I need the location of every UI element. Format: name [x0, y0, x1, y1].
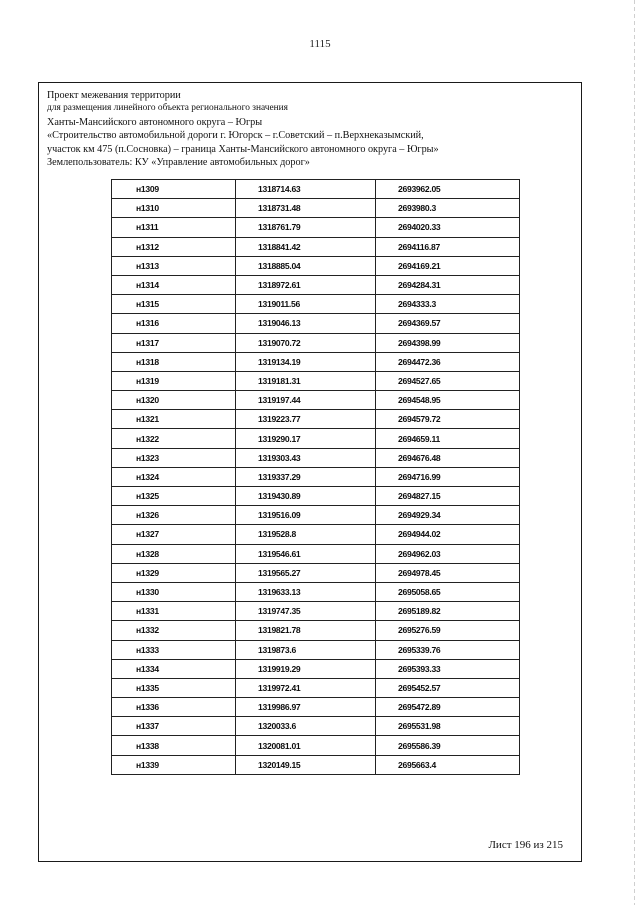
x-coordinate-cell: 1318841.42 — [236, 237, 376, 256]
y-coordinate-cell: 2694527.65 — [376, 371, 520, 390]
point-id-cell: н1336 — [112, 698, 236, 717]
point-id-cell: н1314 — [112, 275, 236, 294]
y-coordinate-cell: 2693980.3 — [376, 199, 520, 218]
y-coordinate-cell: 2695339.76 — [376, 640, 520, 659]
coordinates-table-body — [112, 180, 520, 775]
table-row — [112, 429, 520, 448]
x-coordinate-cell: 1320149.15 — [236, 755, 376, 774]
x-coordinate-cell: 1319337.29 — [236, 467, 376, 486]
x-coordinate-cell: 1319303.43 — [236, 448, 376, 467]
table-row — [112, 678, 520, 697]
y-coordinate-cell: 2694116.87 — [376, 237, 520, 256]
x-coordinate-cell: 1318885.04 — [236, 256, 376, 275]
point-id-cell: н1327 — [112, 525, 236, 544]
y-coordinate-cell: 2694978.45 — [376, 563, 520, 582]
point-id-cell: н1329 — [112, 563, 236, 582]
table-row — [112, 659, 520, 678]
table-row — [112, 199, 520, 218]
x-coordinate-cell: 1319197.44 — [236, 391, 376, 410]
point-id-cell: н1337 — [112, 717, 236, 736]
y-coordinate-cell: 2695058.65 — [376, 582, 520, 601]
table-row — [112, 180, 520, 199]
point-id-cell: н1322 — [112, 429, 236, 448]
table-row — [112, 237, 520, 256]
table-row — [112, 218, 520, 237]
point-id-cell: н1331 — [112, 602, 236, 621]
sheet-number-label: Лист 196 из 215 — [488, 839, 563, 851]
table-row — [112, 640, 520, 659]
y-coordinate-cell: 2694169.21 — [376, 256, 520, 275]
point-id-cell: н1339 — [112, 755, 236, 774]
y-coordinate-cell: 2694472.36 — [376, 352, 520, 371]
table-row — [112, 410, 520, 429]
header-line-purpose: для размещения линейного объекта регионального значения — [47, 103, 288, 114]
x-coordinate-cell: 1319972.41 — [236, 678, 376, 697]
table-row — [112, 371, 520, 390]
table-row — [112, 602, 520, 621]
point-id-cell: н1333 — [112, 640, 236, 659]
point-id-cell: н1332 — [112, 621, 236, 640]
table-row — [112, 314, 520, 333]
x-coordinate-cell: 1319011.56 — [236, 295, 376, 314]
y-coordinate-cell: 2694676.48 — [376, 448, 520, 467]
table-row — [112, 352, 520, 371]
x-coordinate-cell: 1318761.79 — [236, 218, 376, 237]
point-id-cell: н1324 — [112, 467, 236, 486]
document-header — [47, 89, 577, 169]
table-row — [112, 582, 520, 601]
point-id-cell: н1317 — [112, 333, 236, 352]
table-row — [112, 391, 520, 410]
y-coordinate-cell: 2695452.57 — [376, 678, 520, 697]
table-row — [112, 333, 520, 352]
y-coordinate-cell: 2694827.15 — [376, 487, 520, 506]
y-coordinate-cell: 2694020.33 — [376, 218, 520, 237]
x-coordinate-cell: 1319046.13 — [236, 314, 376, 333]
point-id-cell: н1338 — [112, 736, 236, 755]
y-coordinate-cell: 2695586.39 — [376, 736, 520, 755]
point-id-cell: н1325 — [112, 487, 236, 506]
y-coordinate-cell: 2695276.59 — [376, 621, 520, 640]
table-row — [112, 525, 520, 544]
y-coordinate-cell: 2694579.72 — [376, 410, 520, 429]
header-line-road-section: участок км 475 (п.Сосновка) – граница Ханты-Мансийского автономного округа – Югры» — [47, 143, 439, 155]
point-id-cell: н1330 — [112, 582, 236, 601]
x-coordinate-cell: 1318731.48 — [236, 199, 376, 218]
point-id-cell: н1326 — [112, 506, 236, 525]
x-coordinate-cell: 1319070.72 — [236, 333, 376, 352]
header-line-region: Ханты-Мансийского автономного округа – Югры — [47, 116, 263, 128]
point-id-cell: н1311 — [112, 218, 236, 237]
x-coordinate-cell: 1319919.29 — [236, 659, 376, 678]
table-row — [112, 621, 520, 640]
y-coordinate-cell: 2694944.02 — [376, 525, 520, 544]
x-coordinate-cell: 1319181.31 — [236, 371, 376, 390]
y-coordinate-cell: 2695472.89 — [376, 698, 520, 717]
table-row — [112, 563, 520, 582]
point-id-cell: н1312 — [112, 237, 236, 256]
table-row — [112, 698, 520, 717]
y-coordinate-cell: 2695189.82 — [376, 602, 520, 621]
y-coordinate-cell: 2694548.95 — [376, 391, 520, 410]
point-id-cell: н1319 — [112, 371, 236, 390]
point-id-cell: н1321 — [112, 410, 236, 429]
x-coordinate-cell: 1319873.6 — [236, 640, 376, 659]
table-row — [112, 448, 520, 467]
x-coordinate-cell: 1319633.13 — [236, 582, 376, 601]
table-row — [112, 544, 520, 563]
table-row — [112, 736, 520, 755]
header-line-road-title: «Строительство автомобильной дороги г. Югорск – г.Советский – п.Верхнеказымский, — [47, 130, 424, 142]
x-coordinate-cell: 1319223.77 — [236, 410, 376, 429]
x-coordinate-cell: 1319528.8 — [236, 525, 376, 544]
x-coordinate-cell: 1318972.61 — [236, 275, 376, 294]
point-id-cell: н1323 — [112, 448, 236, 467]
table-row — [112, 755, 520, 774]
table-row — [112, 295, 520, 314]
point-id-cell: н1320 — [112, 391, 236, 410]
x-coordinate-cell: 1319290.17 — [236, 429, 376, 448]
y-coordinate-cell: 2694962.03 — [376, 544, 520, 563]
y-coordinate-cell: 2694333.3 — [376, 295, 520, 314]
x-coordinate-cell: 1319134.19 — [236, 352, 376, 371]
point-id-cell: н1334 — [112, 659, 236, 678]
table-row — [112, 487, 520, 506]
y-coordinate-cell: 2694398.99 — [376, 333, 520, 352]
x-coordinate-cell: 1319565.27 — [236, 563, 376, 582]
x-coordinate-cell: 1320033.6 — [236, 717, 376, 736]
y-coordinate-cell: 2693962.05 — [376, 180, 520, 199]
x-coordinate-cell: 1319747.35 — [236, 602, 376, 621]
y-coordinate-cell: 2694284.31 — [376, 275, 520, 294]
point-id-cell: н1316 — [112, 314, 236, 333]
y-coordinate-cell: 2695531.98 — [376, 717, 520, 736]
x-coordinate-cell: 1319986.97 — [236, 698, 376, 717]
point-id-cell: н1315 — [112, 295, 236, 314]
x-coordinate-cell: 1319516.09 — [236, 506, 376, 525]
point-id-cell: н1328 — [112, 544, 236, 563]
scan-edge-rule — [634, 0, 635, 905]
x-coordinate-cell: 1319430.89 — [236, 487, 376, 506]
x-coordinate-cell: 1320081.01 — [236, 736, 376, 755]
table-row — [112, 467, 520, 486]
point-id-cell: н1318 — [112, 352, 236, 371]
x-coordinate-cell: 1319546.61 — [236, 544, 376, 563]
point-id-cell: н1335 — [112, 678, 236, 697]
y-coordinate-cell: 2694716.99 — [376, 467, 520, 486]
y-coordinate-cell: 2695393.33 — [376, 659, 520, 678]
table-row — [112, 717, 520, 736]
header-line-project: Проект межевания территории — [47, 90, 181, 101]
point-id-cell: н1310 — [112, 199, 236, 218]
document-frame — [38, 82, 582, 862]
y-coordinate-cell: 2694369.57 — [376, 314, 520, 333]
y-coordinate-cell: 2694659.11 — [376, 429, 520, 448]
table-row — [112, 275, 520, 294]
point-id-cell: н1309 — [112, 180, 236, 199]
coordinates-table — [111, 179, 520, 775]
x-coordinate-cell: 1318714.63 — [236, 180, 376, 199]
x-coordinate-cell: 1319821.78 — [236, 621, 376, 640]
point-id-cell: н1313 — [112, 256, 236, 275]
header-line-land-user: Землепользователь: КУ «Управление автомобильных дорог» — [47, 157, 310, 169]
table-row — [112, 256, 520, 275]
table-row — [112, 506, 520, 525]
y-coordinate-cell: 2695663.4 — [376, 755, 520, 774]
page-number: 1115 — [309, 38, 331, 50]
y-coordinate-cell: 2694929.34 — [376, 506, 520, 525]
